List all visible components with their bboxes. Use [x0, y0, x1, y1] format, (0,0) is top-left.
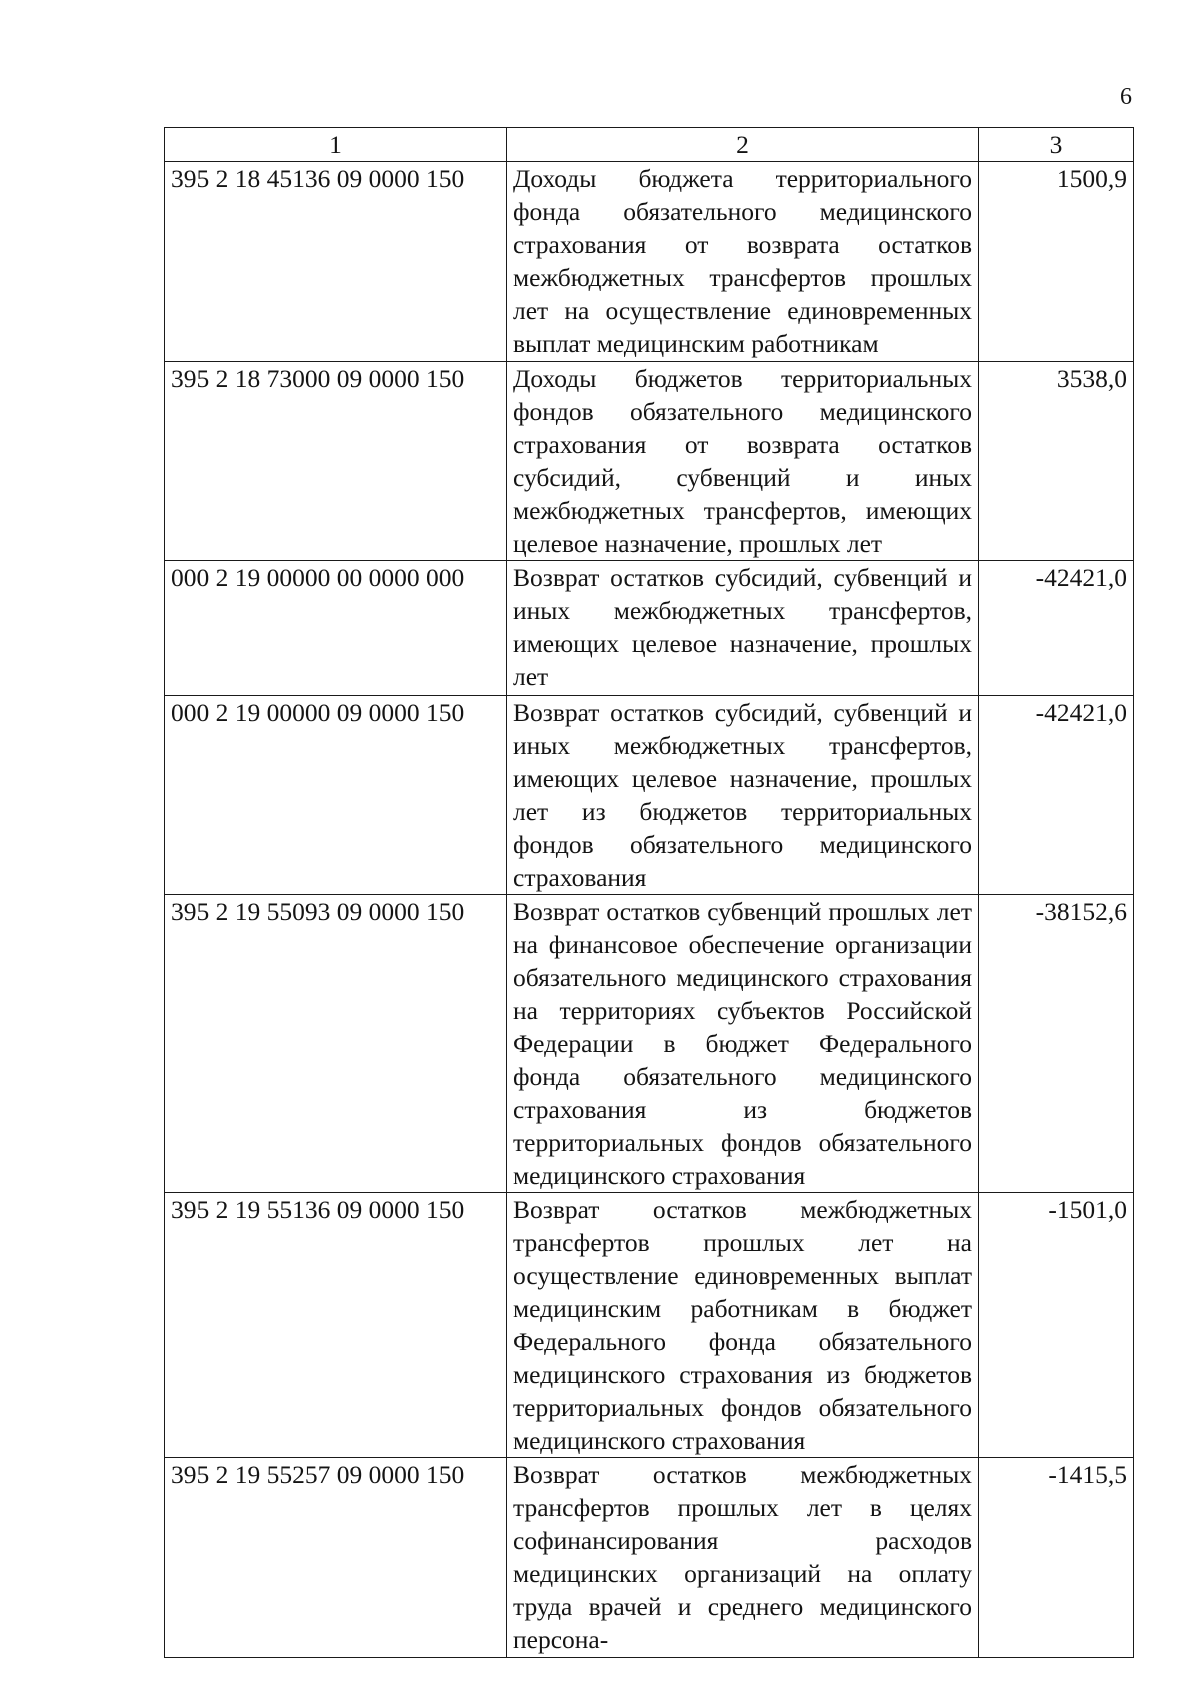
table-row — [165, 1458, 1134, 1658]
table-body — [165, 162, 1134, 1658]
column-header-description: 2 — [507, 128, 979, 162]
budget-code-cell: 395 2 19 55136 09 0000 150 — [165, 1193, 507, 1458]
description-cell: Возврат остатков субвенций прошлых лет на финансовое обеспечение организации обязательного медицинского страхования на территориях субъектов Российской Федерации в бюджет Федерального фонда обязательного медицинского страхования из бюджетов территориальных фондов обязательного медицинского страхования — [507, 895, 979, 1193]
table-row — [165, 162, 1134, 362]
description-cell: Возврат остатков межбюджетных трансфертов прошлых лет в целях софинансирования расходов медицинских организаций на оплату труда врачей и среднего медицинского персона- — [507, 1458, 979, 1658]
description-cell: Возврат остатков субсидий, субвенций и иных межбюджетных трансфертов, имеющих целевое назначение, прошлых лет — [507, 561, 979, 696]
column-header-code: 1 — [165, 128, 507, 162]
amount-cell: -1415,5 — [979, 1458, 1134, 1658]
table-header — [165, 128, 1134, 162]
budget-code-cell: 395 2 18 45136 09 0000 150 — [165, 162, 507, 362]
description-cell: Доходы бюджета территориального фонда обязательного медицинского страхования от возврата остатков межбюджетных трансфертов прошлых лет на осуществление единовременных выплат медицинским работникам — [507, 162, 979, 362]
description-cell: Возврат остатков субсидий, субвенций и иных межбюджетных трансфертов, имеющих целевое назначение, прошлых лет из бюджетов территориальных фондов обязательного медицинского страхования — [507, 696, 979, 895]
description-cell: Возврат остатков межбюджетных трансфертов прошлых лет на осуществление единовременных выплат медицинским работникам в бюджет Федерального фонда обязательного медицинского страхования из бюджетов территориальных фондов обязательного медицинского страхования — [507, 1193, 979, 1458]
budget-table — [164, 127, 1134, 1658]
table-row — [165, 1193, 1134, 1458]
table-row — [165, 696, 1134, 895]
table-row — [165, 362, 1134, 561]
amount-cell: 1500,9 — [979, 162, 1134, 362]
table-row — [165, 561, 1134, 696]
budget-code-cell: 395 2 18 73000 09 0000 150 — [165, 362, 507, 561]
budget-code-cell: 395 2 19 55257 09 0000 150 — [165, 1458, 507, 1658]
amount-cell: -1501,0 — [979, 1193, 1134, 1458]
column-header-value: 3 — [979, 128, 1134, 162]
amount-cell: -42421,0 — [979, 561, 1134, 696]
amount-cell: -38152,6 — [979, 895, 1134, 1193]
amount-cell: -42421,0 — [979, 696, 1134, 895]
budget-code-cell: 000 2 19 00000 09 0000 150 — [165, 696, 507, 895]
table-row — [165, 895, 1134, 1193]
header-row — [165, 128, 1134, 162]
amount-cell: 3538,0 — [979, 362, 1134, 561]
description-cell: Доходы бюджетов территориальных фондов обязательного медицинского страхования от возврата остатков субсидий, субвенций и иных межбюджетных трансфертов, имеющих целевое назначение, прошлых лет — [507, 362, 979, 561]
page-number: 6 — [1120, 84, 1132, 110]
budget-code-cell: 395 2 19 55093 09 0000 150 — [165, 895, 507, 1193]
budget-code-cell: 000 2 19 00000 00 0000 000 — [165, 561, 507, 696]
